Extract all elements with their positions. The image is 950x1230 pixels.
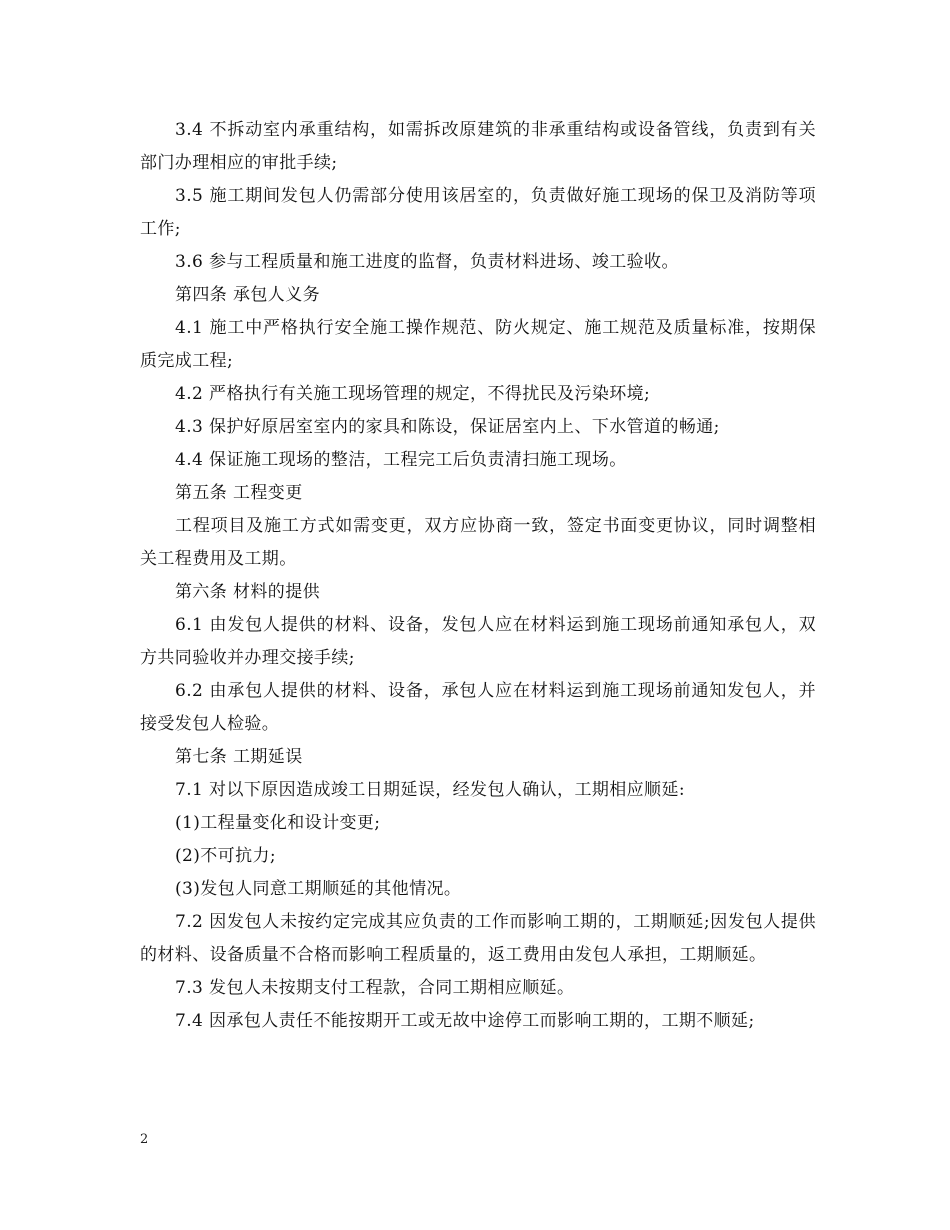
clause-3-6: 3.6 参与工程质量和施工进度的监督，负责材料进场、竣工验收。 [175,252,679,272]
article-7-heading: 第七条 工期延误 [175,747,303,767]
clause-4-3: 4.3 保护好原居室室内的家具和陈设，保证居室内上、下水管道的畅通; [175,417,720,437]
document-body [140,114,816,1038]
clause-6-2: 6.2 由承包人提供的材料、设备，承包人应在材料运到施工现场前通知发包人，并接受发包人检验。 [140,681,816,734]
clause-7-4: 7.4 因承包人责任不能按期开工或无故中途停工而影响工期的，工期不顺延; [175,1011,755,1031]
article-6-heading: 第六条 材料的提供 [175,582,321,602]
clause-4-4: 4.4 保证施工现场的整洁，工程完工后负责清扫施工现场。 [175,450,627,470]
clause-6-1: 6.1 由发包人提供的材料、设备，发包人应在材料运到施工现场前通知承包人，双方共同验收并办理交接手续; [140,615,816,668]
page-number: 2 [140,1132,149,1147]
clause-3-4: 3.4 不拆动室内承重结构，如需拆改原建筑的非承重结构或设备管线，负责到有关部门办理相应的审批手续; [140,120,816,173]
clause-3-5: 3.5 施工期间发包人仍需部分使用该居室的，负责做好施工现场的保卫及消防等项工作; [140,186,816,239]
clause-4-2: 4.2 严格执行有关施工现场管理的规定，不得扰民及污染环境; [175,384,651,404]
list-item-3: (3)发包人同意工期顺延的其他情况。 [175,879,462,899]
clause-7-2: 7.2 因发包人未按约定完成其应负责的工作而影响工期的，工期顺延;因发包人提供的材料、设备质量不合格而影响工程质量的，返工费用由发包人承担，工期顺延。 [140,912,816,965]
list-item-1: (1)工程量变化和设计变更; [175,813,381,833]
clause-7-1: 7.1 对以下原因造成竣工日期延误，经发包人确认，工期相应顺延: [175,780,685,800]
article-5-body: 工程项目及施工方式如需变更，双方应协商一致，签定书面变更协议，同时调整相关工程费用及工期。 [140,516,816,569]
clause-4-1: 4.1 施工中严格执行安全施工操作规范、防火规定、施工规范及质量标准，按期保质完成工程; [140,318,816,371]
article-5-heading: 第五条 工程变更 [175,483,303,503]
clause-7-3: 7.3 发包人未按期支付工程款，合同工期相应顺延。 [175,978,575,998]
list-item-2: (2)不可抗力; [175,846,277,866]
article-4-heading: 第四条 承包人义务 [175,285,321,305]
